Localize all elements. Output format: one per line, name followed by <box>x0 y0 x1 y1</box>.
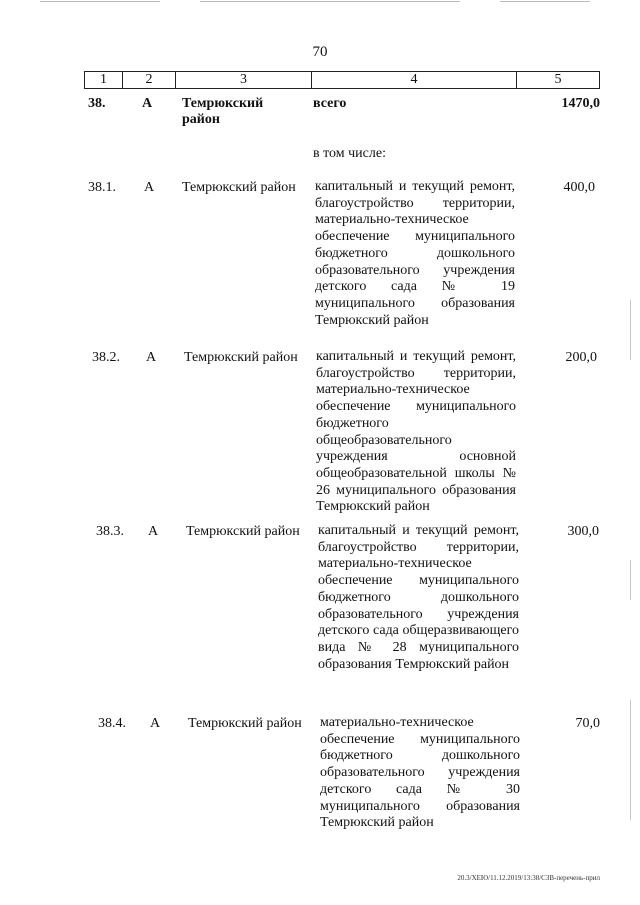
scan-artifact-top <box>0 0 640 4</box>
table-header-row <box>84 71 600 89</box>
row-amount: 200,0 <box>565 350 597 365</box>
row-amount: 400,0 <box>563 180 595 195</box>
row-district: Темрюкский район <box>184 350 298 365</box>
row-label-total: всего <box>313 96 347 111</box>
column-header-4: 4 <box>410 72 418 87</box>
page-number: 70 <box>312 44 328 60</box>
column-header-1: 1 <box>100 72 107 87</box>
row-number: 38.3. <box>96 524 124 539</box>
document-footer-code: 20.3/ХЕЮ/11.12.2019/13:38/СЗВ-перечень-прил <box>457 874 600 882</box>
row-description: капитальный и текущий ремонт, благоустройство территории, материально-техническое обеспечение муниципального бюджетного дошкольного образовательного учреждения детского сада № 19 муниципального образования Темрюкский район <box>315 179 515 328</box>
row-category: А <box>142 96 153 111</box>
row-amount: 70,0 <box>575 716 600 731</box>
row-description: материально-техническое обеспечение муниципального бюджетного дошкольного образовательного учреждения детского сада № 30 муниципального образования Темрюкский район <box>320 715 520 831</box>
row-description: капитальный и текущий ремонт, благоустройство территории, материально-техническое обеспечение муниципального бюджетного дошкольного образовательного учреждения детского сада общеразвивающего вида № 28 муниципального образования Темрюкский район <box>318 523 519 672</box>
row-district: Темрюкский район <box>188 716 302 731</box>
row-description: капитальный и текущий ремонт, благоустройство территории, материально-техническое обеспечение муниципального бюджетного общеобразовательного учреждения основной общеобразовательной школы № 26 муниципального образования Темрюкский район <box>316 349 516 515</box>
row-amount-total: 1470,0 <box>561 96 600 111</box>
scan-artifact-right <box>630 700 631 820</box>
row-number: 38.2. <box>92 350 120 365</box>
row-district <box>182 96 302 128</box>
scan-artifact-right <box>630 300 631 360</box>
row-district-line1: Темрюкский <box>182 96 264 111</box>
scan-artifact-right <box>630 560 631 600</box>
row-category: А <box>144 180 155 195</box>
column-header-5: 5 <box>554 72 562 87</box>
column-header-2: 2 <box>145 72 153 87</box>
row-district: Темрюкский район <box>186 524 300 539</box>
row-amount: 300,0 <box>567 524 599 539</box>
row-category: А <box>148 524 159 539</box>
row-number: 38.1. <box>88 180 116 195</box>
including-label: в том числе: <box>313 146 386 161</box>
row-district-line2: район <box>182 112 220 127</box>
row-number: 38.4. <box>98 716 126 731</box>
row-category: А <box>146 350 157 365</box>
column-header-3: 3 <box>240 72 247 87</box>
row-category: А <box>150 716 161 731</box>
row-number: 38. <box>88 96 106 111</box>
row-district: Темрюкский район <box>182 180 296 195</box>
